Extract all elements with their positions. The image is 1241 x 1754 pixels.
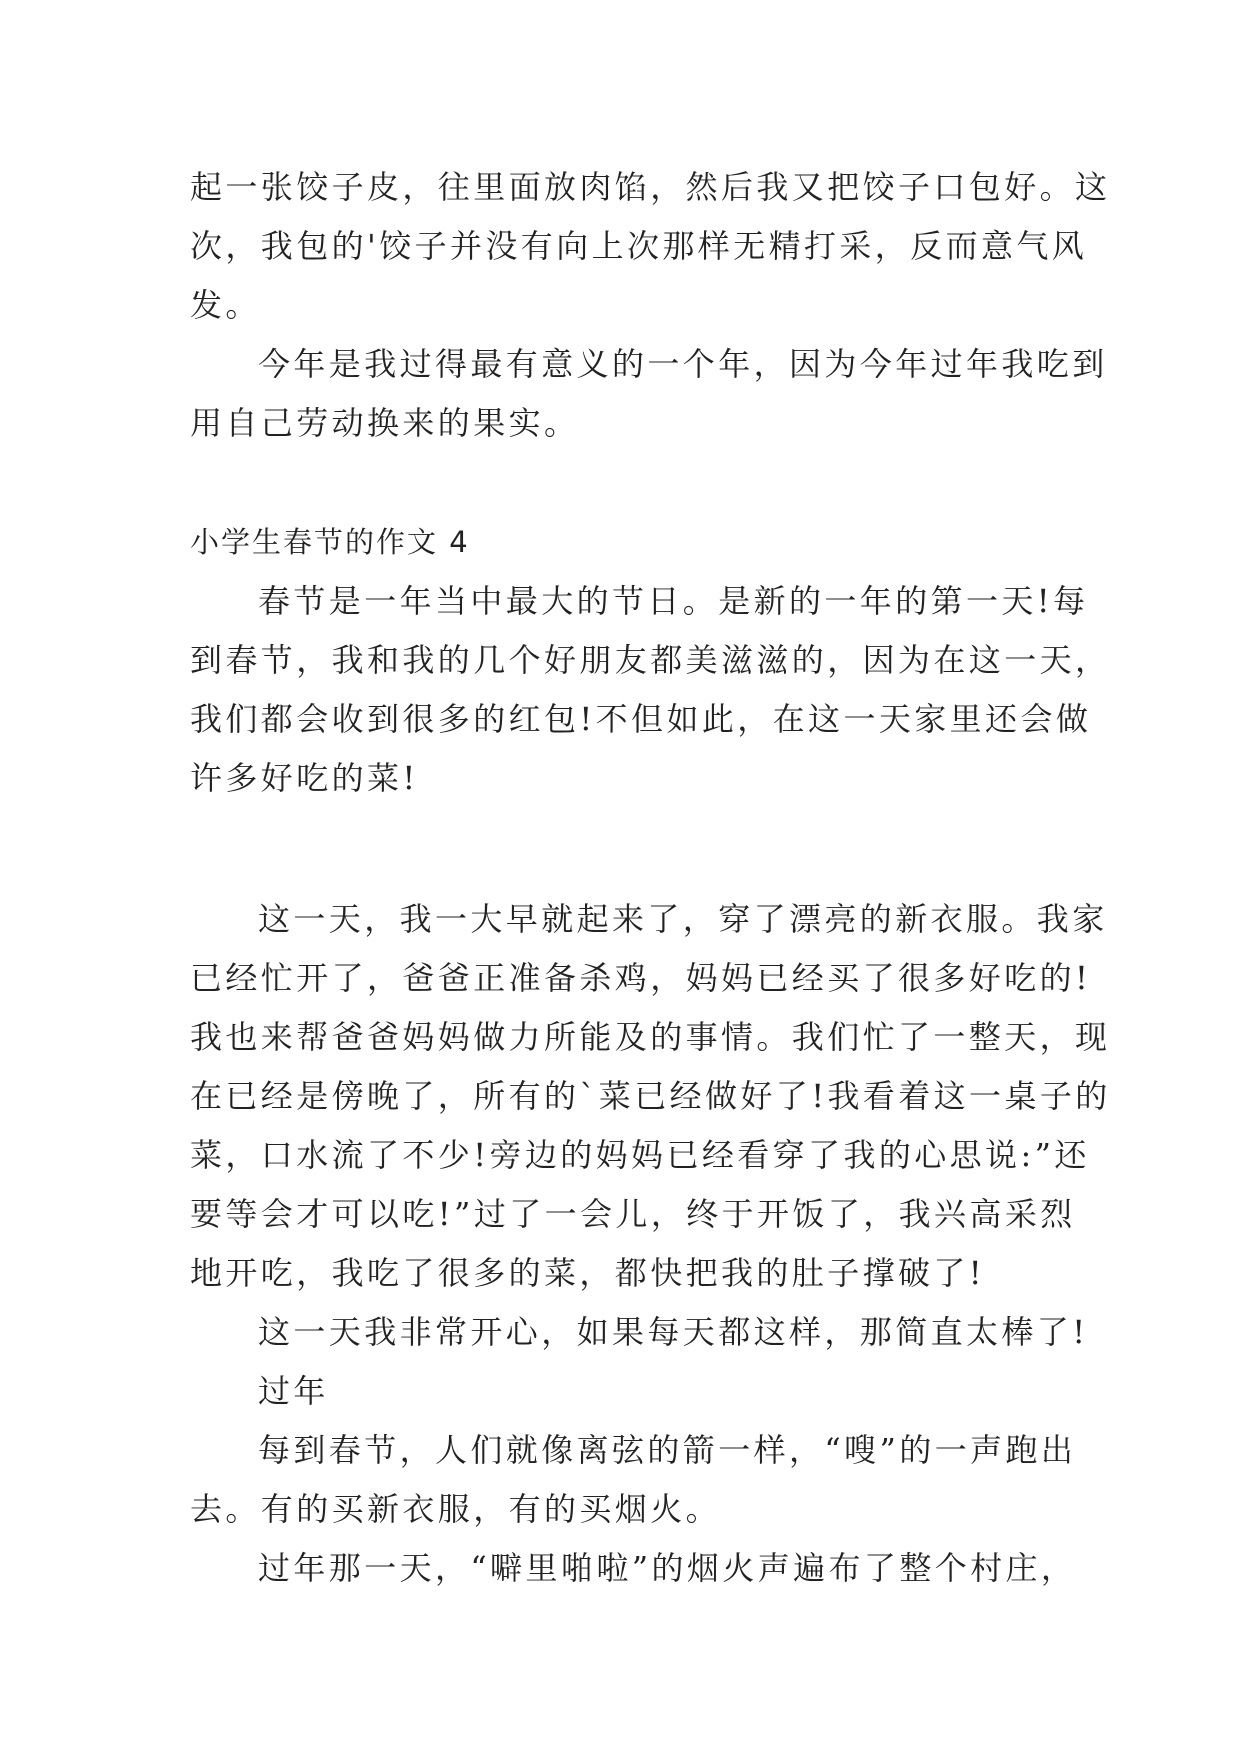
- paragraph-2: [190, 335, 1108, 453]
- subheading: 过年: [258, 1372, 329, 1410]
- text-line: 我们都会收到很多的红包!不但如此，在这一天家里还会做: [190, 700, 1092, 738]
- text-line: 发。: [190, 286, 261, 324]
- paragraph-8: [190, 1539, 1077, 1598]
- text-line: 到春节，我和我的几个好朋友都美滋滋的，因为在这一天，: [190, 641, 1111, 679]
- spacer: [190, 808, 1070, 890]
- text-line: 春节是一年当中最大的节日。是新的一年的第一天!每: [258, 582, 1089, 620]
- text-line: 在已经是傍晚了，所有的`菜已经做好了!我看着这一桌子的: [190, 1077, 1111, 1115]
- paragraph-3: [190, 572, 1111, 808]
- text-line: 次，我包的'饺子并没有向上次那样无精打采，反而意气风: [190, 227, 1088, 265]
- section-title: 小学生春节的作文 4: [190, 525, 470, 559]
- text-line: 已经忙开了，爸爸正准备杀鸡，妈妈已经买了很多好吃的!: [190, 959, 1092, 997]
- paragraph-1: [190, 158, 1111, 335]
- paragraph-5: [190, 1303, 1089, 1362]
- text-line: 要等会才可以吃!”过了一会儿，终于开饭了，我兴高采烈: [190, 1195, 1076, 1233]
- text-line: 用自己劳动换来的果实。: [190, 404, 580, 442]
- paragraph-4: [190, 890, 1111, 1303]
- text-line: 过年那一天，“噼里啪啦”的烟火声遍布了整个村庄，: [258, 1549, 1077, 1587]
- text-line: 地开吃，我吃了很多的菜，都快把我的肚子撑破了!: [190, 1254, 986, 1292]
- text-line: 菜，口水流了不少!旁边的妈妈已经看穿了我的心思说:”还: [190, 1136, 1090, 1174]
- text-line: 我也来帮爸爸妈妈做力所能及的事情。我们忙了一整天，现: [190, 1018, 1111, 1056]
- text-line: 许多好吃的菜!: [190, 759, 419, 797]
- spacer: [190, 453, 1070, 513]
- paragraph-7: [190, 1421, 1077, 1539]
- document-body: [190, 158, 1111, 1598]
- text-line: 起一张饺子皮，往里面放肉馅，然后我又把饺子口包好。这: [190, 168, 1111, 206]
- text-line: 每到春节，人们就像离弦的箭一样，“嗖”的一声跑出: [258, 1431, 1077, 1469]
- text-line: 今年是我过得最有意义的一个年，因为今年过年我吃到: [258, 345, 1108, 383]
- paragraph-6: [190, 1362, 1070, 1421]
- text-line: 去。有的买新衣服，有的买烟火。: [190, 1490, 722, 1528]
- text-line: 这一天，我一大早就起来了，穿了漂亮的新衣服。我家: [258, 900, 1108, 938]
- text-line: 这一天我非常开心，如果每天都这样，那简直太棒了!: [258, 1313, 1089, 1351]
